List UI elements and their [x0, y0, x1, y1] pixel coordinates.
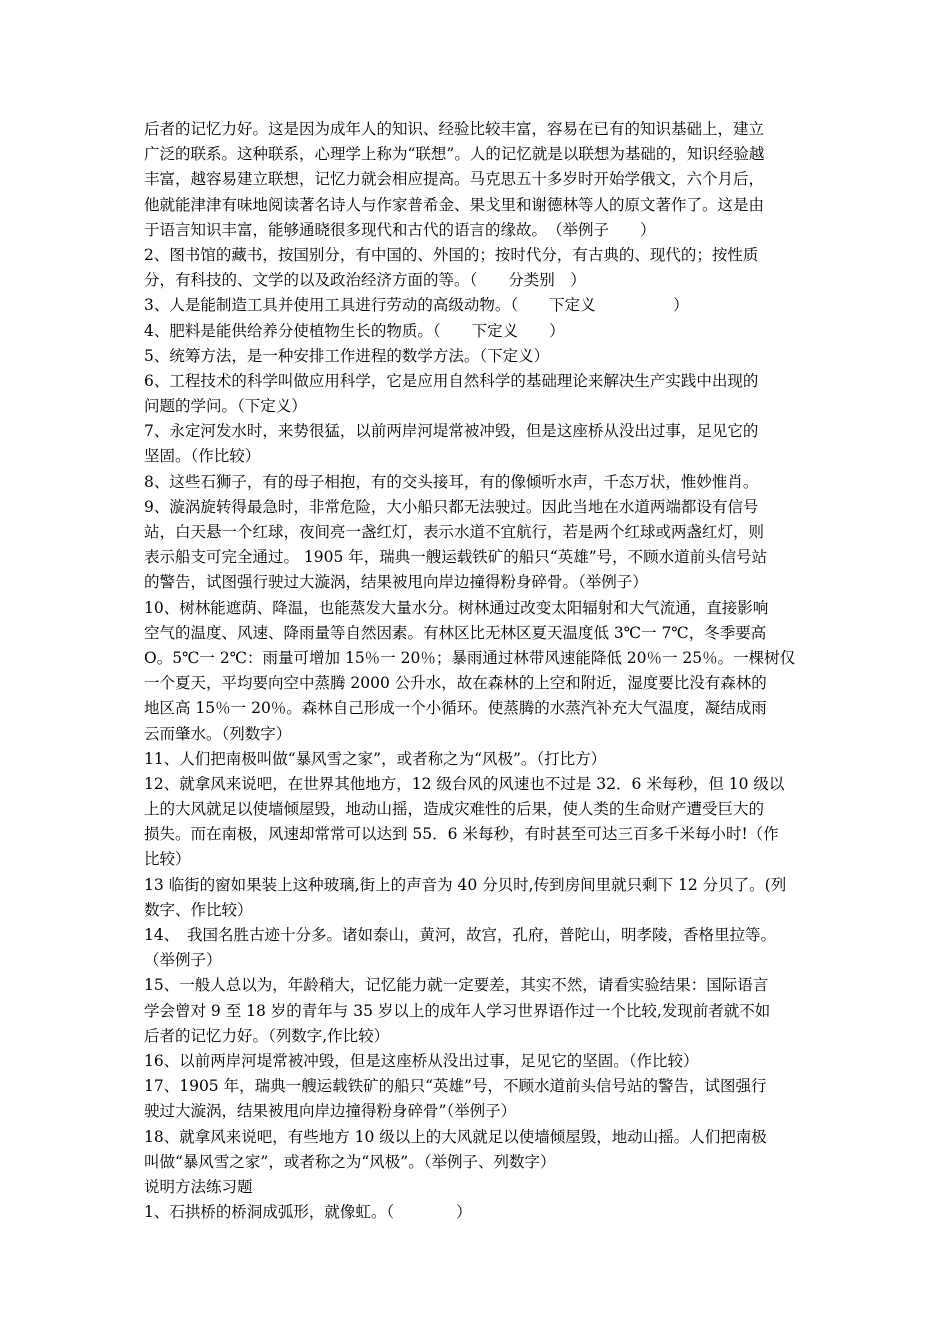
text-line: 的警告，试图强行驶过大漩涡，结果被甩向岸边撞得粉身碎骨。（举例子） — [144, 573, 648, 592]
text-line: 18、就拿风来说吧，有些地方 10 级以上的大风就足以使墙倾屋毁，地动山摇。人们把南极 — [144, 1127, 767, 1146]
text-line: 3、人是能制造工具并使用工具进行劳动的高级动物。（ 下定义 ） — [144, 296, 689, 315]
text-line: 上的大风就足以使墙倾屋毁，地动山摇，造成灾难性的后果，使人类的生命财产遭受巨大的 — [144, 800, 765, 819]
text-line: 分，有科技的、文学的以及政治经济方面的等。（ 分类别 ） — [144, 271, 586, 290]
text-line: 17、1905 年，瑞典一艘运载铁矿的船只“英雄”号，不顾水道前头信号站的警告，试图强行 — [144, 1077, 767, 1096]
text-line: 6、工程技术的科学叫做应用科学，它是应用自然科学的基础理论来解决生产实践中出现的 — [144, 371, 759, 390]
text-line: 丰富，越容易建立联想，记忆力就会相应提高。马克思五十多岁时开始学俄文，六个月后， — [144, 170, 765, 189]
text-line: 驶过大漩涡，结果被甩向岸边撞得粉身碎骨”（举例子） — [144, 1102, 517, 1121]
text-line: 叫做“暴风雪之家”，或者称之为“风极”。（举例子、列数字） — [144, 1152, 556, 1171]
text-line: 地区高 15％一 20％。森林自己形成一个小循环。使蒸腾的水蒸汽补充大气温度，凝结成雨 — [144, 699, 767, 718]
text-line: 13 临街的窗如果装上这种玻璃,街上的声音为 40 分贝时,传到房间里就只剩下 12 分贝了。(列 — [144, 875, 787, 894]
text-line: 14、 我国名胜古迹十分多。诸如泰山，黄河，故宫，孔府，普陀山，明孝陵，香格里拉等。 — [144, 926, 776, 944]
text-line: 坚固。（作比较） — [144, 447, 261, 466]
text-line: 7、永定河发水时，来势很猛，以前两岸河堤常被冲毁，但是这座桥从没出过事，足见它的 — [144, 422, 759, 441]
text-line: 后者的记忆力好。这是因为成年人的知识、经验比较丰富，容易在已有的知识基础上，建立 — [144, 120, 765, 138]
text-line: 8、这些石狮子，有的母子相抱，有的交头接耳，有的像倾听水声，千态万状，惟妙惟肖。 — [144, 472, 759, 491]
text-line: 一个夏天，平均要向空中蒸腾 2000 公升水，故在森林的上空和附近，湿度要比没有森林的 — [144, 674, 767, 693]
text-line: 1、石拱桥的桥洞成弧形，就像虹。（ ） — [144, 1203, 472, 1222]
text-line: 表示船支可完全通过。 1905 年，瑞典一艘运载铁矿的船只“英雄”号，不顾水道前头信号站 — [144, 548, 768, 567]
text-line: 空气的温度、风速、降雨量等自然因素。有林区比无林区夏天温度低 3℃一 7℃，冬季要高 — [144, 623, 767, 642]
text-line: （举例子） — [144, 951, 222, 970]
text-line: 10、树林能遮荫、降温，也能蒸发大量水分。树林通过改变太阳辐射和大气流通，直接影响 — [144, 598, 769, 617]
text-line: 11、人们把南极叫做“暴风雪之家”，或者称之为“风极”。（打比方） — [144, 749, 607, 768]
text-line: 比较） — [144, 850, 191, 869]
text-line: 于语言知识丰富，能够通晓很多现代和古代的语言的缘故。 （举例子 ） — [144, 220, 656, 239]
text-line: O。5℃一 2℃：雨量可增加 15％一 20％；暴雨通过林带风速能降低 20％一 25％。一棵树仅 — [144, 648, 796, 667]
text-line: 16、以前两岸河堤常被冲毁，但是这座桥从没出过事，足见它的坚固。（作比较） — [144, 1051, 699, 1070]
text-line: 数字、作比较） — [144, 900, 253, 919]
text-line: 15、一般人总以为，年龄稍大，记忆能力就一定要差，其实不然，请看实验结果：国际语言 — [144, 976, 769, 995]
text-line: 12、就拿风来说吧，在世界其他地方，12 级台风的风速也不过是 32．6 米每秒，但 10 级以 — [144, 774, 785, 793]
section-heading: 说明方法练习题 — [144, 1177, 253, 1196]
text-line: 9、漩涡旋转得最急时，非常危险，大小船只都无法驶过。因此当地在水道两端都设有信号 — [144, 497, 759, 516]
text-line: 他就能津津有味地阅读著名诗人与作家普希金、果戈里和谢德林等人的原文著作了。这是由 — [144, 195, 765, 214]
text-line: 广泛的联系。这种联系，心理学上称为“联想”。人的记忆就是以联想为基础的，知识经验越 — [144, 145, 765, 164]
text-line: 云而肇水。（列数字） — [144, 724, 292, 743]
text-line: 5、统筹方法，是一种安排工作进程的数学方法。（下定义） — [144, 346, 550, 365]
text-line: 学会曾对 9 至 18 岁的青年与 35 岁以上的成年人学习世界语作过一个比较,发现前者就不如 — [144, 1001, 771, 1020]
document-body — [144, 117, 810, 1225]
text-line: 问题的学问。（下定义） — [144, 397, 307, 416]
text-line: 损失。而在南极，风速却常常可以达到 55．6 米每秒，有时甚至可达三百多千米每小时!（作 — [144, 825, 779, 844]
text-line: 2、图书馆的藏书，按国别分，有中国的、外国的；按时代分，有古典的、现代的；按性质 — [144, 245, 759, 264]
text-line: 站，白天悬一个红球，夜间亮一盏红灯，表示水道不宜航行，若是两个红球或两盏红灯，则 — [144, 523, 765, 541]
text-line: 4、肥料是能供给养分使植物生长的物质。（ 下定义 ） — [144, 321, 565, 340]
text-line: 后者的记忆力好。（列数字,作比较） — [144, 1026, 390, 1045]
